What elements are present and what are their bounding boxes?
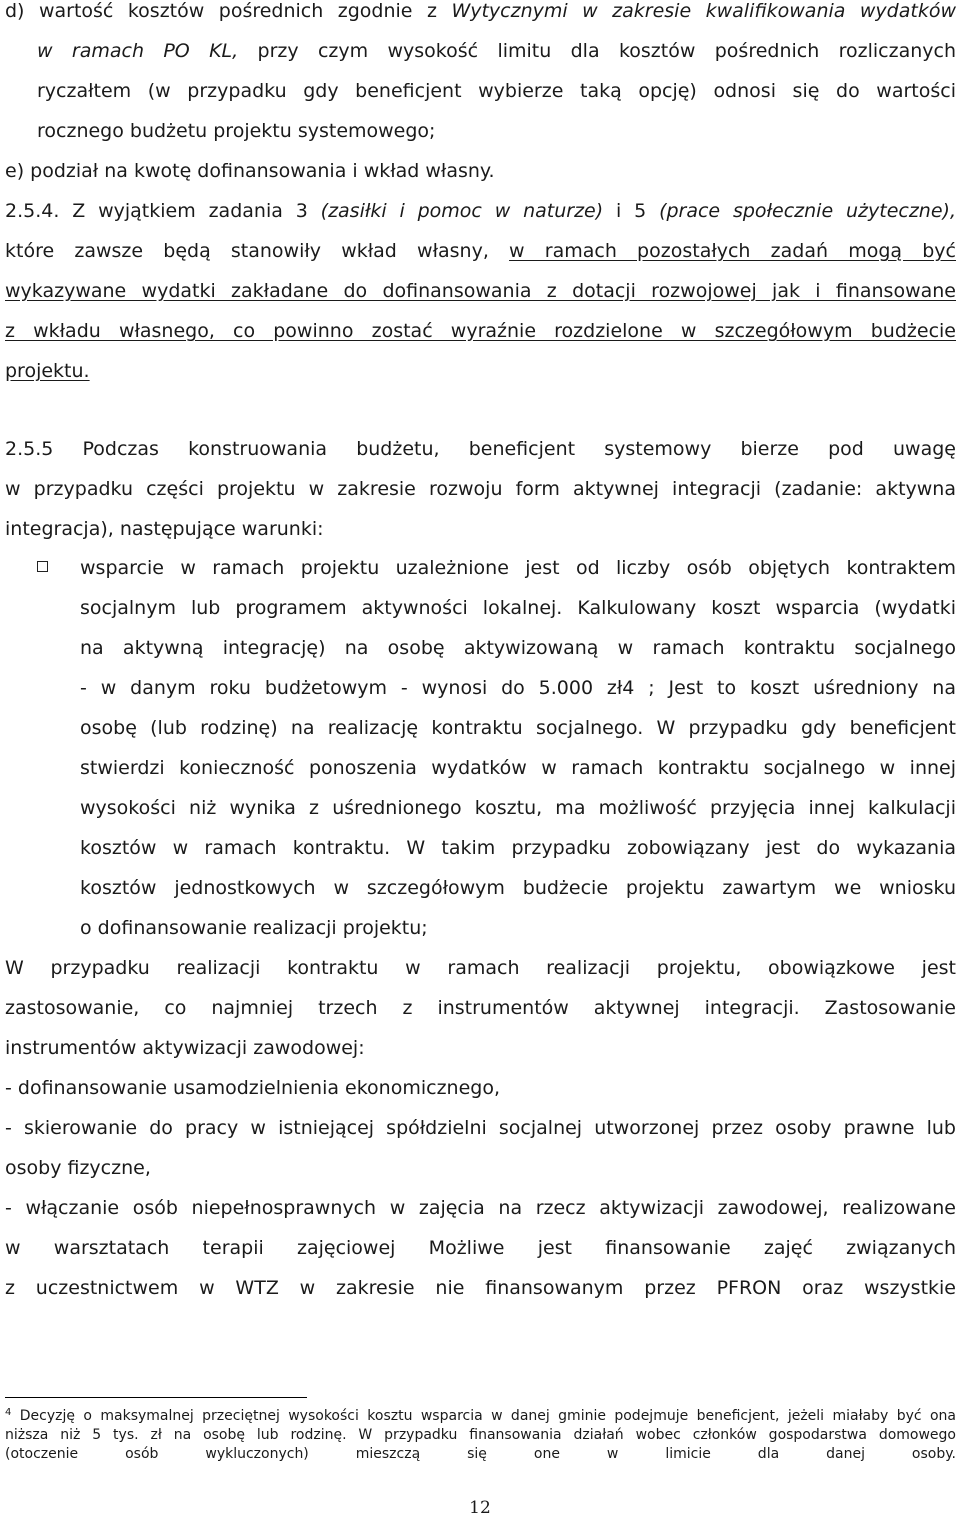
list-item-line: stwierdzi konieczność ponoszenia wydatków w ramach kontraktu socjalnego w innej — [80, 757, 956, 779]
italic-reference: Wytycznymi w zakresie kwalifikowania wydatków — [451, 0, 956, 22]
footnote-divider — [5, 1397, 307, 1398]
text-line — [5, 231, 956, 271]
footnote-line — [5, 1407, 956, 1426]
text: przy czym wysokość limitu dla kosztów pośrednich rozliczanych — [238, 40, 957, 62]
footnote-marker: 4 — [5, 1407, 12, 1418]
list-item-line: osobę (lub rodzinę) na realizację kontraktu socjalnego. W przypadku gdy beneficjent — [80, 717, 956, 739]
text: i 5 — [603, 200, 660, 222]
italic-text: (zasiłki i pomoc w naturze) — [320, 200, 604, 222]
text-line — [5, 0, 956, 31]
text-line: osoby fizyczne, — [5, 1157, 151, 1179]
list-item-line: na aktywną integrację) na osobę aktywizowaną w ramach kontraktu socjalnego — [80, 637, 956, 659]
footnote-line: niższa niż 5 tys. zł na osobę lub rodzinę. W przypadku finansowania działań wobec członków gospodarstwa domowego — [5, 1427, 956, 1443]
italic-text: (prace społecznie użyteczne), — [659, 200, 956, 222]
section-2-5-5-line: 2.5.5 Podczas konstruowania budżetu, beneficjent systemowy bierze pod uwagę — [5, 438, 956, 460]
list-item-line: kosztów w ramach kontraktu. W takim przypadku zobowiązany jest do wykazania — [80, 837, 956, 859]
text-line: zastosowanie, co najmniej trzech z instrumentów aktywnej integracji. Zastosowanie — [5, 997, 956, 1019]
page-number: 12 — [469, 1498, 491, 1518]
text-line: - włączanie osób niepełnosprawnych w zajęcia na rzecz aktywizacji zawodowej, realizowane — [5, 1197, 956, 1219]
underlined-text-line: z wkładu własnego, co powinno zostać wyraźnie rozdzielone w szczegółowym budżecie — [5, 320, 956, 342]
list-item-line: wysokości niż wynika z uśrednionego kosztu, ma możliwość przyjęcia innej kalkulacji — [80, 797, 956, 819]
section-2-5-4-line — [5, 191, 956, 231]
text-line: rocznego budżetu projektu systemowego; — [37, 120, 436, 142]
list-item-line: - w danym roku budżetowym - wynosi do 5.000 zł4 ; Jest to koszt uśredniony na — [80, 677, 956, 699]
text-line: instrumentów aktywizacji zawodowej: — [5, 1037, 365, 1059]
text-line: integracja), następujące warunki: — [5, 518, 324, 540]
text-line: w warsztatach terapii zajęciowej Możliwe jest finansowanie zajęć związanych — [5, 1237, 956, 1259]
text-line: - skierowanie do pracy w istniejącej spółdzielni socjalnej utworzonej przez osoby prawne lub — [5, 1117, 956, 1139]
list-item-line: o dofinansowanie realizacji projektu; — [80, 917, 428, 939]
text-line — [37, 31, 956, 71]
text: które zawsze będą stanowiły wkład własny, — [5, 240, 510, 262]
checkbox-bullet-icon — [37, 561, 48, 572]
footnote-text: Decyzję o maksymalnej przeciętnej wysokości kosztu wsparcia w danej gminie podejmuje beneficjent, jeżeli miałaby być ona — [19, 1408, 956, 1424]
underlined-text: projektu. — [5, 360, 90, 382]
text-line: w przypadku części projektu w zakresie rozwoju form aktywnej integracji (zadanie: aktywna — [5, 478, 956, 500]
list-item-line: kosztów jednostkowych w szczegółowym budżecie projektu zawartym we wniosku — [80, 877, 956, 899]
text: 2.5.4. Z wyjątkiem zadania 3 — [5, 200, 321, 222]
list-item-line: socjalnym lub programem aktywności lokalnej. Kalkulowany koszt wsparcia (wydatki — [80, 597, 956, 619]
list-item-line: wsparcie w ramach projektu uzależnione jest od liczby osób objętych kontraktem — [80, 557, 956, 579]
footnote-line: (otoczenie osób wykluczonych) mieszczą się one w limicie dla danej osoby. — [5, 1446, 956, 1462]
text-line: ryczałtem (w przypadku gdy beneficjent wybierze taką opcję) odnosi się do wartości — [37, 80, 956, 102]
text-line — [5, 351, 956, 391]
text-line: W przypadku realizacji kontraktu w ramach realizacji projektu, obowiązkowe jest — [5, 957, 956, 979]
underlined-text: w ramach pozostałych zadań mogą być — [509, 240, 956, 262]
text-line: - dofinansowanie usamodzielnienia ekonomicznego, — [5, 1077, 501, 1099]
text: d) wartość kosztów pośrednich zgodnie z — [5, 0, 452, 22]
underlined-text-line: wykazywane wydatki zakładane do dofinansowania z dotacji rozwojowej jak i finansowane — [5, 280, 956, 302]
italic-reference: w ramach PO KL, — [37, 40, 239, 62]
text-line: e) podział na kwotę dofinansowania i wkład własny. — [5, 160, 495, 182]
text-line: z uczestnictwem w WTZ w zakresie nie finansowanym przez PFRON oraz wszystkie — [5, 1277, 956, 1299]
